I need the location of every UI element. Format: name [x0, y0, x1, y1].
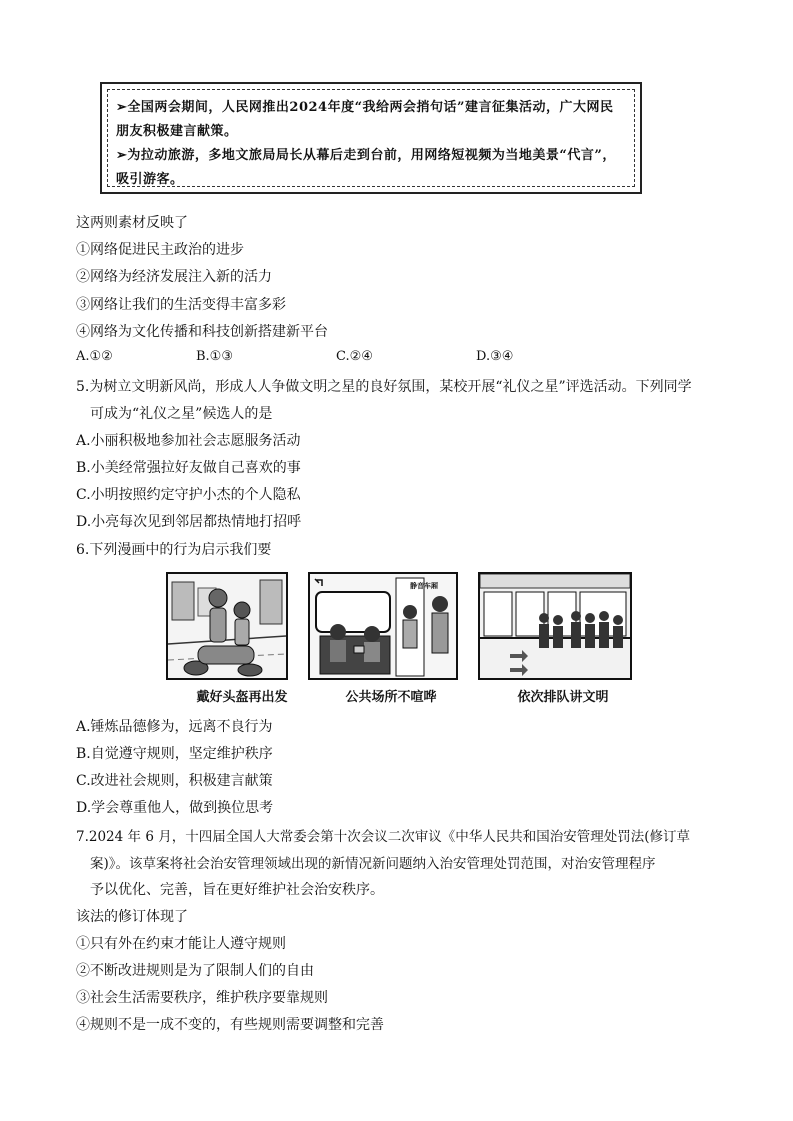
quiet-carriage-illustration [310, 574, 456, 678]
comic-panel-queue [478, 572, 632, 680]
q4-stem: 这两则素材反映了 [76, 215, 188, 231]
q6-option-b[interactable]: B.自觉遵守规则，坚定维护秩序 [76, 746, 273, 762]
q4-item-4: ④网络为文化传播和科技创新搭建新平台 [76, 324, 328, 340]
helmet-illustration [168, 574, 286, 678]
material-line-3: ➢为拉动旅游，多地文旅局局长从幕后走到台前，用网络短视频为当地美景“代言”， [116, 148, 616, 163]
quiet-carriage-sign: 静音车厢 [410, 582, 438, 590]
q6-option-a[interactable]: A.锤炼品德修为，远离不良行为 [76, 719, 273, 735]
material-box [100, 82, 642, 194]
q4-item-2: ②网络为经济发展注入新的活力 [76, 269, 272, 285]
q5-option-d[interactable]: D.小亮每次见到邻居都热情地打招呼 [76, 514, 302, 530]
q5-option-a[interactable]: A.小丽积极地参加社会志愿服务活动 [76, 433, 301, 449]
comic-caption-1: 戴好头盔再出发 [196, 690, 288, 705]
comic-strip [166, 572, 632, 682]
q7-stem-line-1: 7.2024 年 6 月，十四届全国人大常委会第十次会议二次审议《中华人民共和国治安管理处罚法(修订草 [76, 829, 690, 845]
q5-stem-line-1: 5.为树立文明新风尚，形成人人争做文明之星的良好氛围，某校开展“礼仪之星”评选活动。下列同学 [76, 379, 692, 395]
q4-option-d[interactable]: D.③④ [476, 349, 514, 364]
q7-stem-line-3: 予以优化、完善，旨在更好维护社会治安秩序。 [90, 882, 384, 898]
q7-item-1: ①只有外在约束才能让人遵守规则 [76, 936, 286, 952]
q7-stem-line-4: 该法的修订体现了 [76, 909, 188, 925]
q7-stem-line-2: 案)》。该草案将社会治安管理领域出现的新情况新问题纳入治安管理处罚范围，对治安管理程序 [90, 856, 656, 872]
q6-option-c[interactable]: C.改进社会规则，积极建言献策 [76, 773, 273, 789]
material-line-1: ➢全国两会期间，人民网推出2024年度“我给两会捎句话”建言征集活动，广大网民 [116, 100, 614, 115]
comic-panel-quiet [308, 572, 458, 680]
q7-item-3: ③社会生活需要秩序，维护秩序要靠规则 [76, 990, 328, 1006]
q5-option-c[interactable]: C.小明按照约定守护小杰的个人隐私 [76, 487, 301, 503]
q7-item-4: ④规则不是一成不变的，有些规则需要调整和完善 [76, 1017, 384, 1033]
q4-item-3: ③网络让我们的生活变得丰富多彩 [76, 297, 286, 313]
comic-caption-2: 公共场所不喧哗 [345, 690, 437, 705]
q7-item-2: ②不断改进规则是为了限制人们的自由 [76, 963, 314, 979]
q6-stem: 6.下列漫画中的行为启示我们要 [76, 542, 272, 558]
q5-option-b[interactable]: B.小美经常强拉好友做自己喜欢的事 [76, 460, 301, 476]
q5-stem-line-2: 可成为“礼仪之星”候选人的是 [90, 406, 273, 422]
comic-caption-3: 依次排队讲文明 [517, 690, 609, 705]
queue-illustration [480, 574, 630, 678]
q4-option-a[interactable]: A.①② [76, 349, 113, 364]
material-line-4: 吸引游客。 [116, 172, 184, 187]
q4-option-b[interactable]: B.①③ [196, 349, 233, 364]
q4-item-1: ①网络促进民主政治的进步 [76, 242, 244, 258]
q6-option-d[interactable]: D.学会尊重他人，做到换位思考 [76, 800, 274, 816]
material-line-2: 朋友积极建言献策。 [116, 124, 238, 139]
q4-option-c[interactable]: C.②④ [336, 349, 373, 364]
comic-panel-helmet [166, 572, 288, 680]
